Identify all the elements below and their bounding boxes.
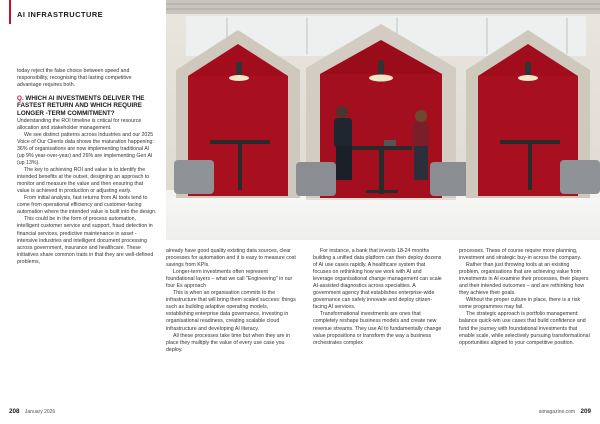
site-url: aimagazine.com	[538, 409, 576, 415]
paragraph: The key to achieving ROI and value is to identify the intended benefits at the outset, designing an approach to monitor and measure the value and then ensuring that value is achieved in production or adjusting early.	[17, 167, 150, 195]
paragraph: From initial analysis, fast returns from AI tools tend to come from operational efficiency and customer-facing automation where the intended value is built into the design.	[17, 195, 157, 216]
paragraph: Understanding the ROI timeline is critical for resource allocation and stakeholder management.	[17, 117, 142, 131]
left-page-number: 208	[9, 408, 20, 415]
question-mark: Q.	[17, 95, 24, 103]
paragraph: processes. These of course require more planning, investment and strategic buy-in across the company.	[459, 248, 582, 262]
paragraph: This could be in the form of process automation, intelligent customer service and support, fraud detection in financial services, predictive maintenance in asset -intensive industries and intelligent document processing across government, insurance and healthcare. These initiatives share common traits in that they are well-defined problems,	[17, 216, 154, 265]
intro-paragraph: today reject the false choice between speed and responsibility, recognising that lasting competitive advantage requires both.	[17, 68, 132, 89]
paragraph: We see distinct patterns across industries and our 2025 Voice of Our Clients data shows the maturation happening: 36% of organisations are now implementing traditional AI (up 9% year-over-year) and 26% are implementing Gen AI (up 13%).	[17, 131, 154, 167]
paragraph: For instance, a bank that invests 18-24 months building a unified data platform can then deploy dozens of AI use cases rapidly. A healthcare system that focuses on rethinking how we work with AI and leverage organisational change management can scale AI-assisted diagnostics across specialties. A government agency that establishes enterprise-wide governance can safely innovate and deploy citizen-facing AI services.	[313, 248, 442, 311]
question-text: WHICH AI INVESTMENTS DELIVER THE FASTEST RETURN AND WHICH REQUIRE LONGER -TERM COMMITMENT?	[17, 95, 145, 117]
paragraph: Transformational investments are ones that completely reshape business models and create new revenue streams. They use AI to fundamentally change value propositions or transform the way a business orchestrates complex	[313, 311, 442, 346]
column-3	[313, 248, 443, 347]
column-4	[459, 248, 590, 347]
paragraph: This is when an organisation commits to the infrastructure that will bring them scaled success: things such as building adaptive operating models, establishing enterprise data governance, investing in organisational readiness, creating scalable cloud infrastructure and developing AI literacy.	[166, 290, 296, 332]
paragraph: already have good quality existing data sources, clear processes for automation and it is easy to measure cost savings from KPIs.	[166, 248, 296, 269]
footer-right	[539, 408, 591, 415]
section-title: AI INFRASTRUCTURE	[17, 10, 104, 19]
photo-illustration	[166, 0, 600, 240]
paragraph: Longer-term investments often represent foundational layers – what we call "Engineering" in our four Es approach	[166, 269, 293, 290]
paragraph: All these processes take time but when they are in place they multiply the value of every use case you deploy.	[166, 332, 291, 353]
paragraph: Without the proper culture in place, there is a risk some programmes may fail.	[459, 297, 581, 311]
issue-date: January 2026	[24, 409, 56, 415]
section-accent-bar	[9, 0, 11, 24]
question-heading	[17, 95, 157, 117]
office-pods-photo	[166, 0, 600, 240]
left-column	[17, 68, 157, 266]
column-2	[166, 248, 296, 354]
footer-left	[9, 408, 55, 415]
paragraph: Rather than just throwing tools at an existing problem, organisations that are achieving value from investments in AI examine their processes, their players and their intended outcomes – and are rethinking how they achieve their goals.	[459, 262, 589, 297]
paragraph: The strategic approach is portfolio management: balance quick-win use cases that build confidence and fund the journey with foundational investments that enable scale, while selectively pursuing transformational opportunities aligned to your competitive position.	[459, 311, 590, 346]
right-page-number: 209	[580, 408, 591, 415]
